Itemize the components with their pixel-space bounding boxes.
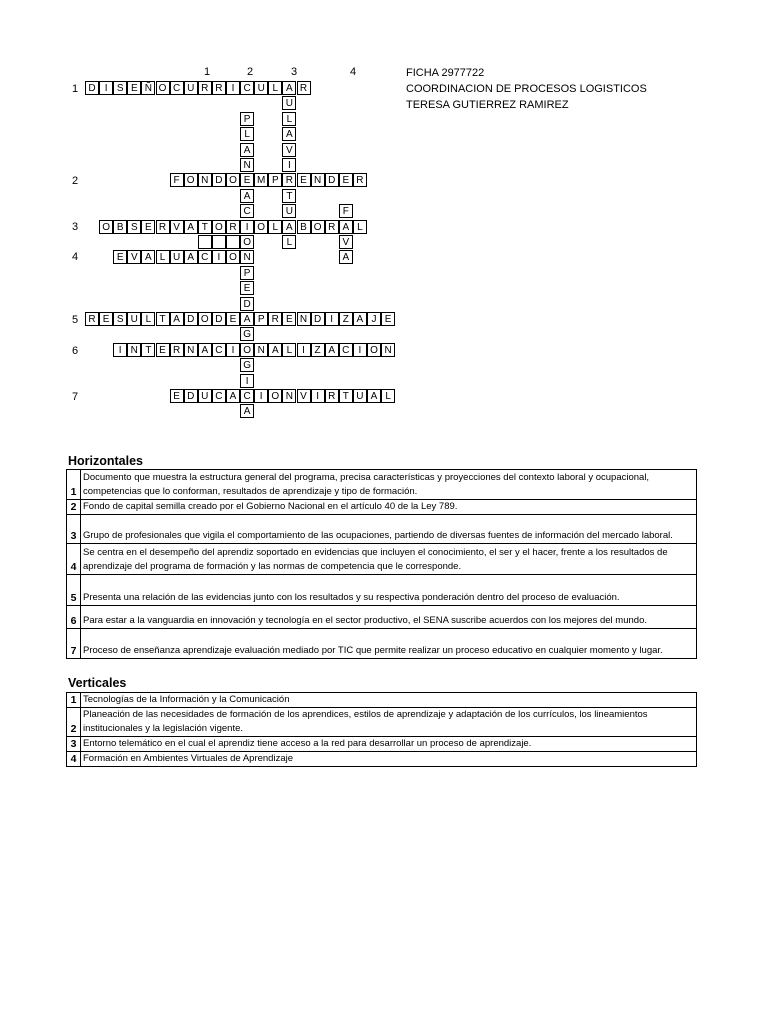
horizontal-title: Horizontales [68, 454, 144, 468]
crossword-cell: R [325, 220, 339, 234]
crossword-cell: T [156, 312, 170, 326]
crossword-cell: O [99, 220, 113, 234]
crossword-cell: C [212, 389, 226, 403]
crossword-cell: S [113, 81, 127, 95]
crossword-cell: U [353, 389, 367, 403]
crossword-cell: T [141, 343, 155, 357]
row-number: 4 [72, 251, 79, 263]
crossword-cell: A [268, 343, 282, 357]
crossword-cell: P [240, 266, 254, 280]
crossword-cell: R [170, 343, 184, 357]
crossword-cell: F [339, 204, 353, 218]
program-name: COORDINACION DE PROCESOS LOGISTICOS [406, 83, 647, 95]
crossword-cell: O [198, 312, 212, 326]
crossword-cell: U [282, 204, 296, 218]
clue-row [67, 544, 697, 575]
clue-row [67, 737, 697, 752]
crossword-cell-empty [226, 235, 240, 249]
crossword-cell: D [184, 312, 198, 326]
crossword-cell: D [184, 389, 198, 403]
crossword-cell: C [339, 343, 353, 357]
crossword-cell: D [212, 312, 226, 326]
crossword-cell: I [353, 343, 367, 357]
clue-number: 1 [67, 470, 81, 500]
crossword-cell: A [226, 389, 240, 403]
crossword-cell: U [282, 96, 296, 110]
clue-text: Para estar a la vanguardia en innovación y tecnología en el sector productivo, el SENA suscribe acuerdos con los mejores del mundo. [81, 606, 697, 629]
crossword-cell: I [226, 81, 240, 95]
crossword-cell: E [127, 81, 141, 95]
crossword-cell: V [339, 235, 353, 249]
clue-text: Fondo de capital semilla creado por el Gobierno Nacional en el artículo 40 de la Ley 789. [81, 500, 697, 515]
crossword-cell: G [240, 327, 254, 341]
crossword-cell: C [240, 204, 254, 218]
crossword-cell: Z [311, 343, 325, 357]
crossword-cell: I [254, 389, 268, 403]
crossword-cell: N [184, 343, 198, 357]
crossword-cell-empty [198, 235, 212, 249]
crossword-cell: A [170, 312, 184, 326]
crossword-cell: R [85, 312, 99, 326]
crossword-cell: U [127, 312, 141, 326]
crossword-cell: R [198, 81, 212, 95]
crossword-cell: N [240, 250, 254, 264]
crossword-cell: O [184, 173, 198, 187]
crossword-cell: E [113, 250, 127, 264]
crossword-cell: Z [339, 312, 353, 326]
crossword-cell: L [240, 127, 254, 141]
crossword-cell: A [325, 343, 339, 357]
crossword-cell: L [282, 112, 296, 126]
crossword-cell: T [339, 389, 353, 403]
clue-row [67, 515, 697, 544]
crossword-cell: N [282, 389, 296, 403]
crossword-cell: L [381, 389, 395, 403]
crossword-cell: L [353, 220, 367, 234]
crossword-cell: O [226, 173, 240, 187]
crossword-cell: A [353, 312, 367, 326]
crossword-cell: O [254, 220, 268, 234]
crossword-cell: A [240, 143, 254, 157]
crossword-cell: C [170, 81, 184, 95]
clue-row [67, 752, 697, 767]
crossword-cell: R [156, 220, 170, 234]
crossword-cell: I [212, 250, 226, 264]
crossword-cell: D [212, 173, 226, 187]
crossword-cell: C [212, 343, 226, 357]
crossword-cell: E [240, 281, 254, 295]
crossword-cell: E [381, 312, 395, 326]
clue-number: 4 [67, 544, 81, 575]
clue-text: Tecnologías de la Información y la Comunicación [81, 693, 697, 708]
row-number: 1 [72, 83, 79, 95]
crossword-cell: I [282, 158, 296, 172]
column-number: 2 [247, 66, 254, 78]
crossword-cell: E [170, 389, 184, 403]
crossword-cell: E [240, 173, 254, 187]
crossword-cell: P [254, 312, 268, 326]
crossword-cell: R [268, 312, 282, 326]
crossword-cell: V [282, 143, 296, 157]
crossword-cell: D [311, 312, 325, 326]
crossword-cell: C [198, 250, 212, 264]
crossword-cell: B [113, 220, 127, 234]
crossword-cell: N [381, 343, 395, 357]
crossword-cell: D [85, 81, 99, 95]
crossword-cell: L [156, 250, 170, 264]
crossword-cell: E [141, 220, 155, 234]
crossword-cell: N [297, 312, 311, 326]
crossword-cell: A [240, 312, 254, 326]
crossword-cell: L [282, 343, 296, 357]
crossword-cell: I [113, 343, 127, 357]
crossword-cell: S [127, 220, 141, 234]
crossword-cell: B [297, 220, 311, 234]
crossword-cell: A [282, 220, 296, 234]
crossword-cell: V [297, 389, 311, 403]
clue-row [67, 606, 697, 629]
clue-text: Entorno telemático en el cual el aprendiz tiene acceso a la red para desarrollar un proceso de aprendizaje. [81, 737, 697, 752]
row-number: 5 [72, 314, 79, 326]
crossword-cell: U [170, 250, 184, 264]
clue-text: Se centra en el desempeño del aprendiz soportado en evidencias que incluyen el conocimiento, el ser y el hacer, frente a los resultados de aprendizaje del programa de formación y las normas de competencia que le corresponde. [81, 544, 697, 575]
crossword-grid [0, 0, 768, 430]
crossword-cell: O [156, 81, 170, 95]
crossword-cell: O [212, 220, 226, 234]
clue-row [67, 693, 697, 708]
clue-number: 6 [67, 606, 81, 629]
crossword-cell: A [339, 220, 353, 234]
crossword-cell: A [240, 189, 254, 203]
crossword-cell: T [282, 189, 296, 203]
crossword-cell: S [113, 312, 127, 326]
column-number: 4 [350, 66, 357, 78]
crossword-cell: O [240, 343, 254, 357]
clue-text: Grupo de profesionales que vigila el comportamiento de las ocupaciones, partiendo de diversas fuentes de información del mercado laboral. [81, 515, 697, 544]
crossword-cell: U [198, 389, 212, 403]
clue-number: 3 [67, 737, 81, 752]
crossword-cell: U [254, 81, 268, 95]
vertical-title: Verticales [68, 676, 127, 690]
crossword-cell: C [240, 81, 254, 95]
crossword-cell: Ñ [141, 81, 155, 95]
clue-number: 3 [67, 515, 81, 544]
clue-number: 2 [67, 500, 81, 515]
ficha-label: FICHA 2977722 [406, 67, 485, 79]
crossword-cell: E [339, 173, 353, 187]
crossword-cell: T [198, 220, 212, 234]
crossword-cell: I [325, 312, 339, 326]
crossword-cell: E [99, 312, 113, 326]
crossword-cell: D [240, 297, 254, 311]
row-number: 2 [72, 175, 79, 187]
crossword-cell: L [268, 220, 282, 234]
crossword-cell: F [170, 173, 184, 187]
clue-number: 1 [67, 693, 81, 708]
crossword-cell: L [268, 81, 282, 95]
crossword-cell: A [184, 250, 198, 264]
crossword-cell: E [226, 312, 240, 326]
crossword-cell: O [268, 389, 282, 403]
clue-text: Documento que muestra la estructura general del programa, precisa características y proyecciones del contexto laboral y ocupacional, competencias que lo conforman, resultados de aprendizaje y tipo de formación. [81, 470, 697, 500]
crossword-cell: R [325, 389, 339, 403]
crossword-cell: C [240, 389, 254, 403]
row-number: 7 [72, 391, 79, 403]
clue-row [67, 575, 697, 606]
clue-number: 2 [67, 708, 81, 737]
author-name: TERESA GUTIERREZ RAMIREZ [406, 99, 569, 111]
clue-number: 5 [67, 575, 81, 606]
crossword-cell: N [240, 158, 254, 172]
row-number: 3 [72, 221, 79, 233]
horizontal-clues-table [66, 469, 697, 659]
crossword-cell: E [282, 312, 296, 326]
crossword-cell: L [282, 235, 296, 249]
crossword-cell: P [268, 173, 282, 187]
crossword-cell: O [367, 343, 381, 357]
column-number: 3 [291, 66, 298, 78]
crossword-cell: V [170, 220, 184, 234]
row-number: 6 [72, 345, 79, 357]
vertical-clues-table [66, 692, 697, 767]
crossword-cell: R [212, 81, 226, 95]
crossword-cell: A [282, 127, 296, 141]
crossword-cell: I [99, 81, 113, 95]
clue-number: 7 [67, 629, 81, 659]
clue-text: Presenta una relación de las evidencias junto con los resultados y su respectiva ponderación dentro del proceso de evaluación. [81, 575, 697, 606]
crossword-cell: G [240, 358, 254, 372]
crossword-cell: I [240, 374, 254, 388]
crossword-cell: P [240, 112, 254, 126]
clue-row [67, 470, 697, 500]
crossword-cell: U [184, 81, 198, 95]
crossword-cell: A [367, 389, 381, 403]
crossword-cell: R [226, 220, 240, 234]
crossword-cell: N [311, 173, 325, 187]
crossword-cell: A [198, 343, 212, 357]
crossword-cell-empty [212, 235, 226, 249]
crossword-cell: R [297, 81, 311, 95]
crossword-cell: A [141, 250, 155, 264]
crossword-cell: V [127, 250, 141, 264]
crossword-cell: I [297, 343, 311, 357]
clue-text: Formación en Ambientes Virtuales de Aprendizaje [81, 752, 697, 767]
crossword-cell: R [282, 173, 296, 187]
crossword-cell: E [297, 173, 311, 187]
clue-text: Proceso de enseñanza aprendizaje evaluación mediado por TIC que permite realizar un proceso educativo en cualquier momento y lugar. [81, 629, 697, 659]
clue-row [67, 708, 697, 737]
crossword-cell: R [353, 173, 367, 187]
crossword-cell: A [184, 220, 198, 234]
clue-number: 4 [67, 752, 81, 767]
crossword-cell: J [367, 312, 381, 326]
crossword-cell: A [339, 250, 353, 264]
crossword-cell: E [156, 343, 170, 357]
clue-row [67, 500, 697, 515]
crossword-cell: N [254, 343, 268, 357]
crossword-cell: O [226, 250, 240, 264]
crossword-cell: A [282, 81, 296, 95]
column-number: 1 [204, 66, 211, 78]
crossword-cell: I [311, 389, 325, 403]
crossword-cell: A [240, 404, 254, 418]
crossword-cell: O [240, 235, 254, 249]
crossword-cell: O [311, 220, 325, 234]
crossword-cell: N [127, 343, 141, 357]
crossword-cell: L [141, 312, 155, 326]
crossword-cell: D [325, 173, 339, 187]
crossword-cell: I [240, 220, 254, 234]
clue-text: Planeación de las necesidades de formación de los aprendices, estilos de aprendizaje y adaptación de los currículos, los lineamientos institucionales y la legislación vigente. [81, 708, 697, 737]
clue-row [67, 629, 697, 659]
crossword-cell: I [226, 343, 240, 357]
crossword-cell: M [254, 173, 268, 187]
crossword-cell: N [198, 173, 212, 187]
